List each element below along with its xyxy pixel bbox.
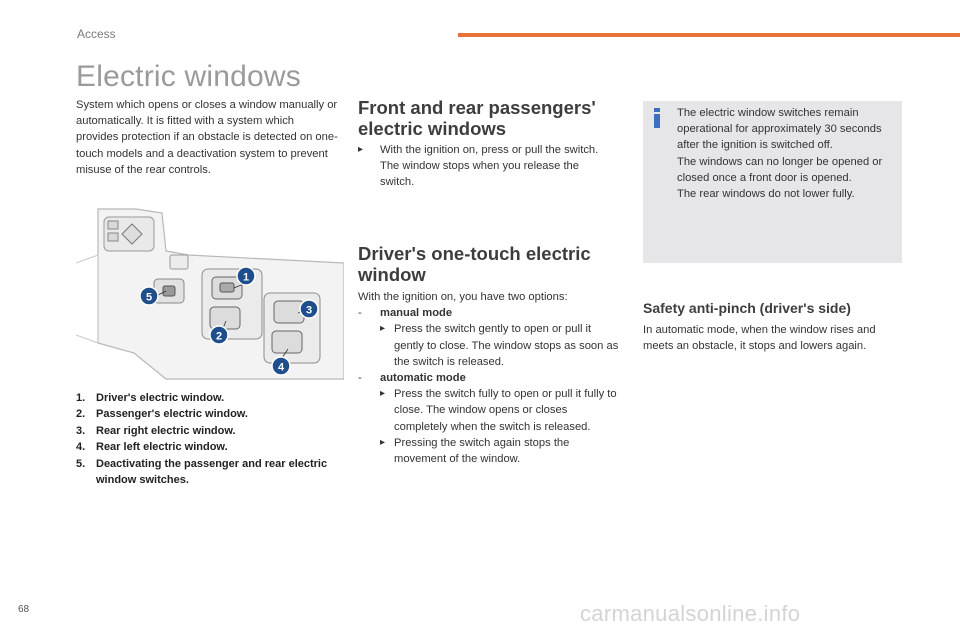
callout-2 [210, 326, 228, 344]
callout-4 [272, 357, 290, 375]
legend-item: 3. Rear right electric window. [76, 424, 236, 437]
anti-pinch-text: In automatic mode, when the window rises and meets an obstacle, it stops and lowers again. [643, 324, 876, 353]
svg-text:1: 1 [242, 271, 250, 284]
info-text: The electric window switches remain operational for approximately 30 seconds after the ignition is switched off. The windows can no longer be opened or closed once a front door is opened. The rear windows do not lower fully. [677, 107, 883, 201]
svg-text:3: 3 [305, 304, 313, 317]
legend-item: 2. Passenger's electric window. [76, 408, 248, 421]
callout-5 [140, 287, 158, 305]
arrow-bullet-icon: ▸ [358, 144, 364, 155]
arrow-bullet-icon: ▸ [380, 436, 386, 448]
svg-text:2: 2 [215, 330, 223, 343]
window-switch-illustration [76, 203, 344, 383]
heading-anti-pinch: Safety anti-pinch (driver's side) [643, 300, 851, 316]
intro-text: System which opens or closes a window manually or automatically. It is fitted with a system which provides protection if an obstacle is detected on one-touch models and a deactivation system to prevent misuse of the rear controls. [76, 99, 338, 176]
one-touch-text: With the ignition on, you have two options: - manual mode ▸ Press the switch gently to open or pull it gently to close. The window stops as soon as the switch is released. - automatic mode ▸ Press the switch fully to open or pull it fully to close. The window opens or closes completely when the switch is released. ▸ Pressing the switch again stops the movement of the window. [358, 289, 620, 467]
info-icon [651, 108, 663, 128]
callout-1 [237, 267, 255, 285]
section-title: Access [77, 27, 116, 41]
svg-text:5: 5 [145, 291, 153, 304]
legend-item: 5. Deactivating the passenger and rear electric window switches. [76, 457, 328, 487]
callout-3 [300, 300, 318, 318]
heading-front-rear: Front and rear passengers' electric windows [358, 97, 596, 139]
legend-item: 4. Rear left electric window. [76, 441, 228, 454]
watermark: carmanualsonline.info [580, 601, 801, 626]
arrow-bullet-icon: ▸ [380, 388, 386, 400]
header-accent-bar [458, 33, 960, 37]
page-title: Electric windows [76, 60, 301, 93]
svg-text:4: 4 [277, 361, 285, 374]
figure-legend [76, 390, 338, 488]
front-rear-instruction: ▸ With the ignition on, press or pull the switch. The window stops when you release the switch. [358, 142, 603, 191]
arrow-bullet-icon: ▸ [380, 323, 386, 335]
legend-item: 1. Driver's electric window. [76, 392, 225, 404]
heading-one-touch: Driver's one-touch electric window [358, 243, 591, 285]
page-number: 68 [18, 604, 30, 615]
